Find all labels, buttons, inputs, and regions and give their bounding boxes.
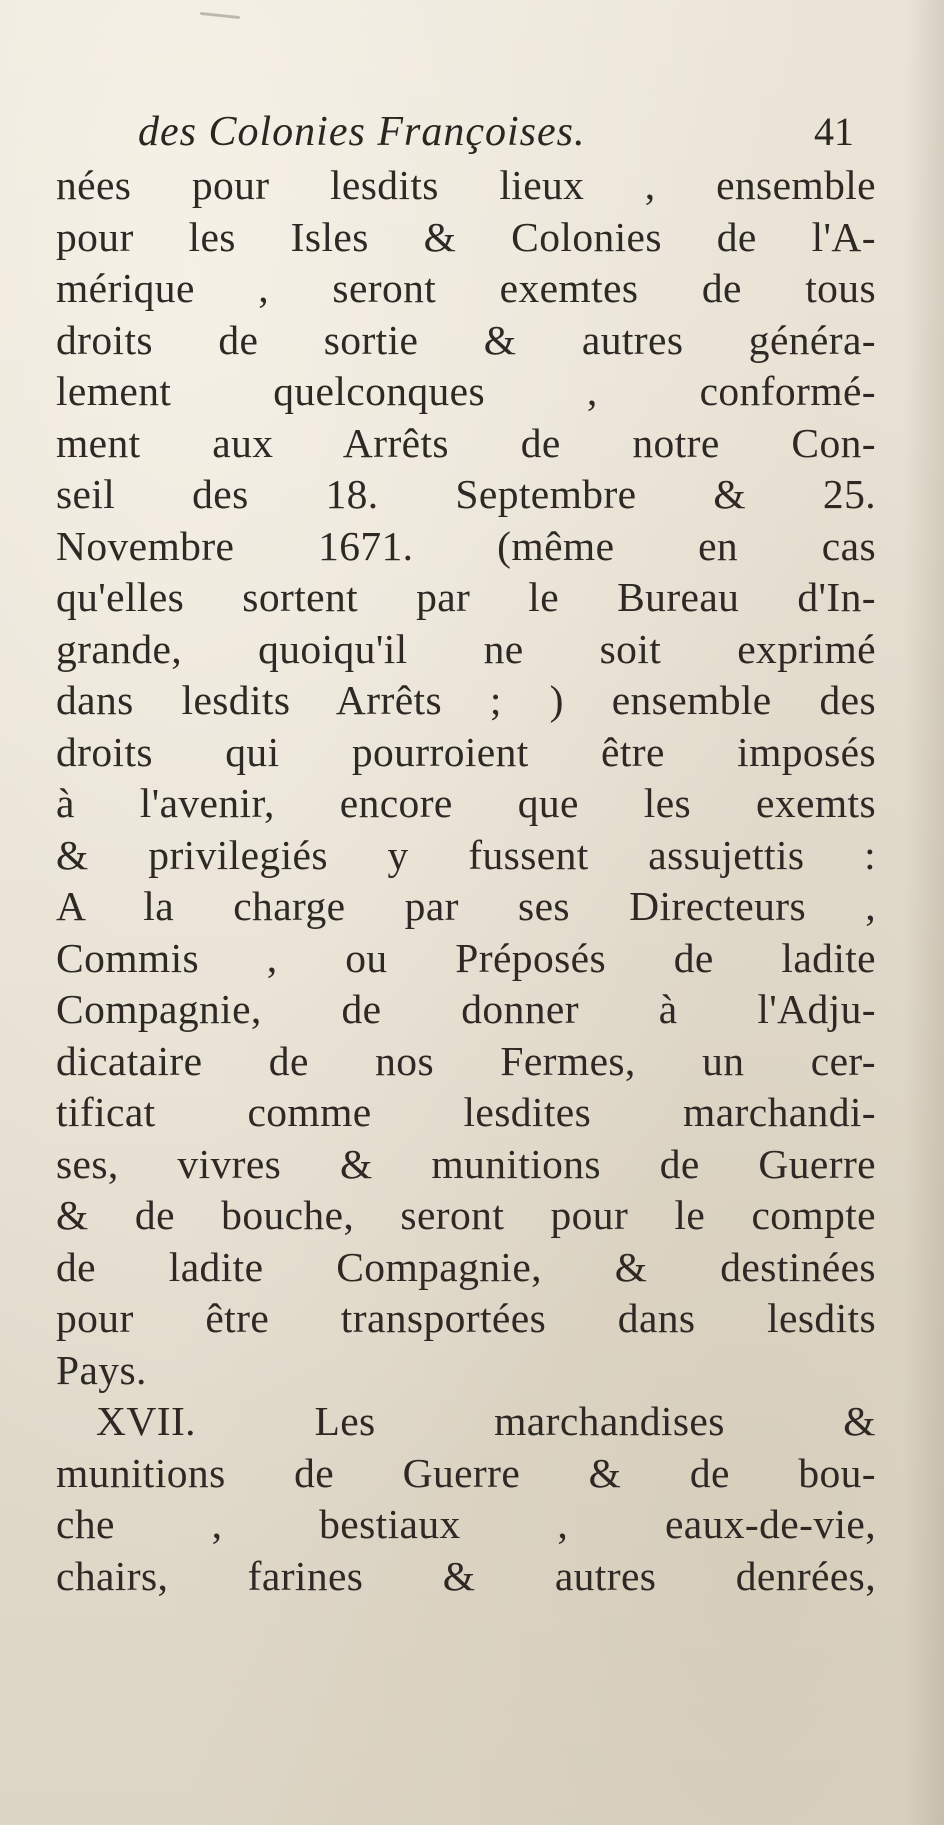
text-line: & de bouche, seront pour le compte — [56, 1192, 876, 1238]
page-gutter-shadow — [904, 0, 944, 1825]
text-line: droits qui pourroient être imposés — [56, 728, 876, 775]
text-line: pour les Isles & Colonies de l'A- — [56, 213, 876, 260]
page-header — [138, 108, 854, 164]
text-line: mérique , seront exemtes de tous — [56, 265, 876, 311]
text-line: qu'elles sortent par le Bureau d'In- — [56, 574, 876, 620]
text-line: Commis , ou Préposés de ladite — [56, 934, 876, 981]
text-line: à l'avenir, encore que les exemts — [56, 780, 876, 826]
text-line: Compagnie, de donner à l'Adju- — [56, 986, 876, 1032]
text-line: tificat comme lesdites marchandi- — [56, 1089, 876, 1135]
ink-smudge — [200, 12, 240, 19]
text-line: dicataire de nos Fermes, un cer- — [56, 1037, 876, 1084]
text-line: seil des 18. Septembre & 25. — [56, 471, 876, 517]
text-line: dans lesdits Arrêts ; ) ensemble des — [56, 677, 876, 723]
text-line: nées pour lesdits lieux , ensemble — [56, 162, 876, 208]
text-line: Pays. — [56, 1346, 147, 1393]
running-title: des Colonies Françoises. — [138, 109, 586, 155]
text-line: Novembre 1671. (même en cas — [56, 522, 876, 569]
text-line: grande, quoiqu'il ne soit exprimé — [56, 625, 876, 672]
article-heading-line: XVII. Les marchandises & — [96, 1398, 876, 1444]
text-line: pour être transportées dans lesdits — [56, 1295, 876, 1341]
text-line: munitions de Guerre & de bou- — [56, 1449, 876, 1496]
text-line: ment aux Arrêts de notre Con- — [56, 419, 876, 466]
text-line: & privilegiés y fussent assujettis : — [56, 831, 876, 878]
text-line: lement quelconques , conformé- — [56, 368, 876, 414]
body-text — [56, 160, 876, 1602]
page-number: 41 — [814, 109, 854, 154]
text-line: chairs, farines & autres denrées, — [56, 1552, 876, 1599]
text-line: droits de sortie & autres généra- — [56, 316, 876, 363]
text-line: de ladite Compagnie, & destinées — [56, 1243, 876, 1290]
text-line: ses, vivres & munitions de Guerre — [56, 1140, 876, 1187]
text-line: che , bestiaux , eaux-de-vie, — [56, 1501, 876, 1547]
text-line: A la charge par ses Directeurs , — [56, 883, 876, 929]
